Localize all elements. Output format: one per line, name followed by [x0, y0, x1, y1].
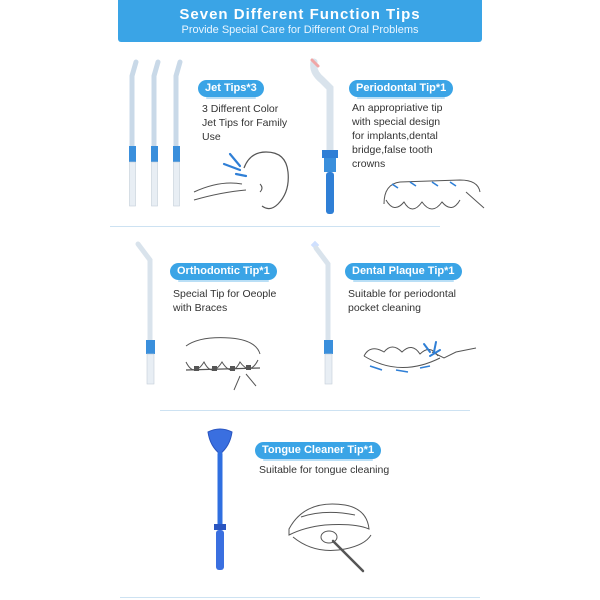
desc-line: crowns: [352, 158, 386, 170]
jet-tips-label: Jet Tips*3: [198, 80, 264, 97]
desc-line: Suitable for periodontal: [348, 288, 456, 300]
jet-tip-1: [129, 62, 136, 206]
periodontal-tip-description: [352, 101, 442, 171]
desc-line: Suitable for tongue cleaning: [259, 464, 390, 476]
teeth-implant-line-art: [380, 170, 490, 220]
desc-line: pocket cleaning: [348, 302, 421, 314]
orthodontic-tip-description: [173, 287, 276, 315]
desc-line: bridge,false tooth: [352, 144, 433, 156]
section-divider: [160, 410, 470, 411]
face-line-art: [190, 148, 300, 218]
jet-tip-2: [151, 62, 158, 206]
tongue-line-art: [285, 495, 395, 575]
jet-tip-3: [173, 62, 180, 206]
page-header: [118, 0, 482, 42]
tongue-cleaner-tip-description: [259, 463, 389, 477]
desc-line: An appropriative tip: [352, 102, 443, 114]
tongue-cleaner-tip-label: Tongue Cleaner Tip*1: [255, 442, 381, 459]
orthodontic-tip-illustration: [134, 240, 174, 390]
desc-line: with special design: [352, 116, 441, 128]
braces-line-art: [180, 332, 270, 392]
plaque-tip-description: [348, 287, 456, 315]
desc-line: Special Tip for Oeople: [173, 288, 277, 300]
periodontal-tip-illustration: [308, 58, 348, 218]
plaque-tip-label: Dental Plaque Tip*1: [345, 263, 462, 280]
desc-line: Use: [202, 131, 221, 143]
jet-tips-description: [202, 102, 287, 144]
desc-line: with Braces: [173, 302, 228, 314]
orthodontic-tip-label: Orthodontic Tip*1: [170, 263, 277, 280]
desc-line: for implants,dental: [352, 130, 438, 142]
periodontal-tip-label: Periodontal Tip*1: [349, 80, 453, 97]
section-divider: [110, 226, 440, 227]
desc-line: 3 Different Color: [202, 103, 279, 115]
bottom-divider: [120, 597, 480, 598]
desc-line: Jet Tips for Family: [202, 117, 288, 129]
jet-tips-illustration: [118, 58, 198, 218]
plaque-teeth-line-art: [360, 338, 480, 388]
page-title: Seven Different Function Tips: [179, 6, 421, 23]
plaque-tip-illustration: [310, 240, 350, 390]
tongue-cleaner-tip-illustration: [200, 428, 240, 578]
page-subtitle: Provide Special Care for Different Oral Problems: [181, 24, 419, 36]
